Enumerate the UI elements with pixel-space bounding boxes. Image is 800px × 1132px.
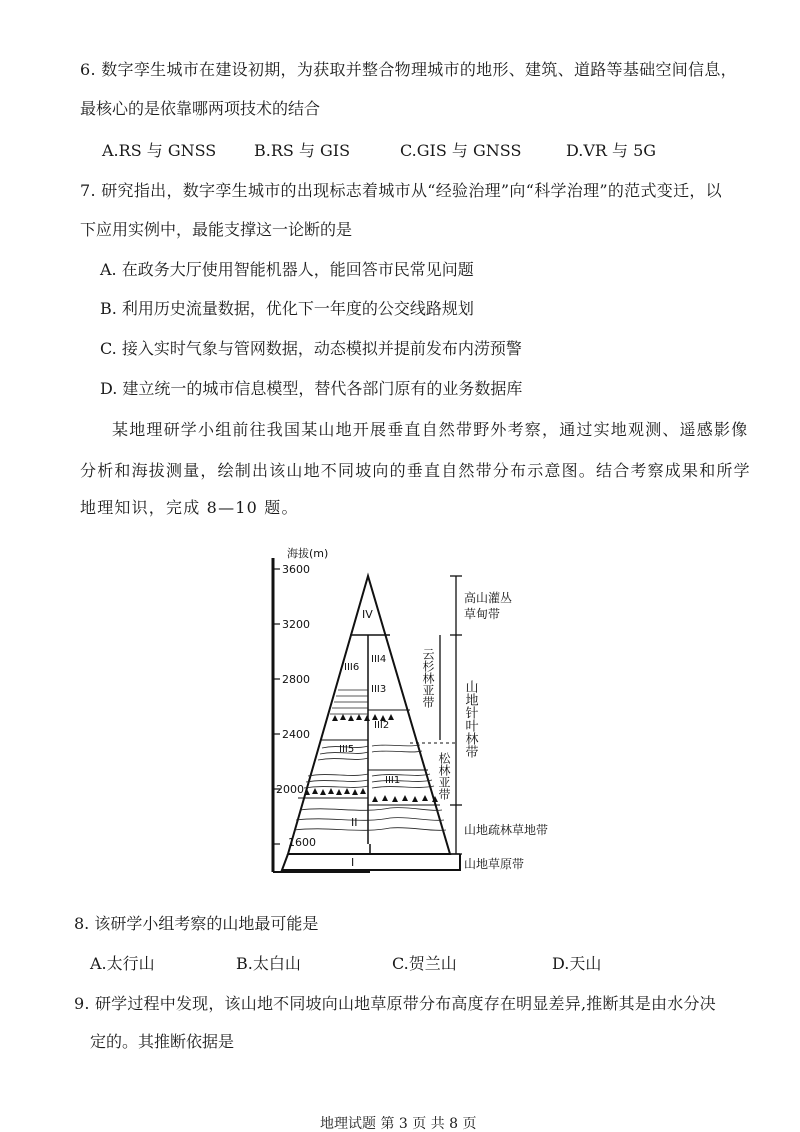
tick-3600: 3600	[282, 563, 310, 576]
q7-option-c: C. 接入实时气象与管网数据，动态模拟并提前发布内涝预警	[100, 339, 522, 358]
tick-2400: 2400	[282, 728, 310, 741]
tick-1600: 1600	[288, 836, 316, 849]
passage-line2: 分析和海拔测量，绘制出该山地不同坡向的垂直自然带分布示意图。结合考察成果和所学	[80, 461, 751, 480]
zone-iii6-label: III6	[344, 662, 360, 673]
q8-option-d: D.天山	[552, 954, 602, 973]
label-conifer-zone: 山地针叶林带	[462, 680, 478, 758]
q6-option-b: B.RS 与 GIS	[254, 141, 351, 160]
passage-line1: 某地理研学小组前往我国某山地开展垂直自然带野外考察，通过实地观测、遥感影像	[112, 420, 749, 439]
zone-iii1-label: III1	[385, 775, 401, 786]
q7-stem-line1: 7. 研究指出，数字孪生城市的出现标志着城市从“经验治理”向“科学治理”的范式变迁，以	[80, 181, 722, 200]
axis-title: 海拔(m)	[287, 547, 329, 560]
q7-option-b: B. 利用历史流量数据，优化下一年度的公交线路规划	[100, 299, 474, 318]
zone-iii5-label: III5	[339, 744, 355, 755]
zone-i-label: I	[351, 856, 355, 869]
zone-iii4-label: III4	[371, 654, 387, 665]
q6-option-c: C.GIS 与 GNSS	[400, 141, 522, 160]
q6-stem-line2: 最核心的是依靠哪两项技术的结合	[80, 99, 321, 118]
zone-iii3-label: III3	[371, 684, 387, 695]
q8-option-b: B.太白山	[236, 954, 301, 973]
zone-ii-label: II	[351, 816, 358, 829]
tick-2000: 2000	[276, 783, 304, 796]
q7-stem-line2: 下应用实例中，最能支撑这一论断的是	[80, 220, 353, 239]
tick-3200: 3200	[282, 618, 310, 631]
q6-option-a: A.RS 与 GNSS	[102, 141, 217, 160]
page-footer: 地理试题 第 3 页 共 8 页	[320, 1116, 477, 1132]
vertical-zone-figure	[260, 540, 560, 880]
q8-option-a: A.太行山	[90, 954, 155, 973]
q7-option-d: D. 建立统一的城市信息模型，替代各部门原有的业务数据库	[100, 379, 523, 398]
q7-option-a: A. 在政务大厅使用智能机器人，能回答市民常见问题	[100, 260, 474, 279]
q9-stem-line2: 定的。其推断依据是	[90, 1032, 235, 1051]
zone-iv-label: IV	[362, 608, 373, 621]
q6-stem-line1: 6. 数字孪生城市在建设初期，为获取并整合物理城市的地形、建筑、道路等基础空间信息，	[80, 60, 737, 79]
q8-stem: 8. 该研学小组考察的山地最可能是	[74, 914, 319, 933]
label-steppe-zone: 山地草原带	[464, 857, 525, 871]
q9-stem-line1: 9. 研学过程中发现，该山地不同坡向山地草原带分布高度存在明显差异,推断其是由水分决	[74, 994, 716, 1013]
q8-option-c: C.贺兰山	[392, 954, 457, 973]
passage-line3: 地理知识，完成 8—10 题。	[80, 498, 299, 517]
label-pine-subzone: 松林亚带	[437, 752, 451, 800]
label-spruce-subzone: 云杉林亚带	[421, 648, 435, 708]
label-steppe-forest-zone: 山地疏林草地带	[464, 823, 549, 837]
zone-iii2-label: III2	[374, 720, 390, 731]
label-alpine-line1: 高山灌丛	[464, 591, 513, 605]
tick-2800: 2800	[282, 673, 310, 686]
label-alpine-line2: 草甸带	[464, 607, 501, 621]
q6-option-d: D.VR 与 5G	[566, 141, 657, 160]
zone-i-outline	[282, 854, 460, 870]
